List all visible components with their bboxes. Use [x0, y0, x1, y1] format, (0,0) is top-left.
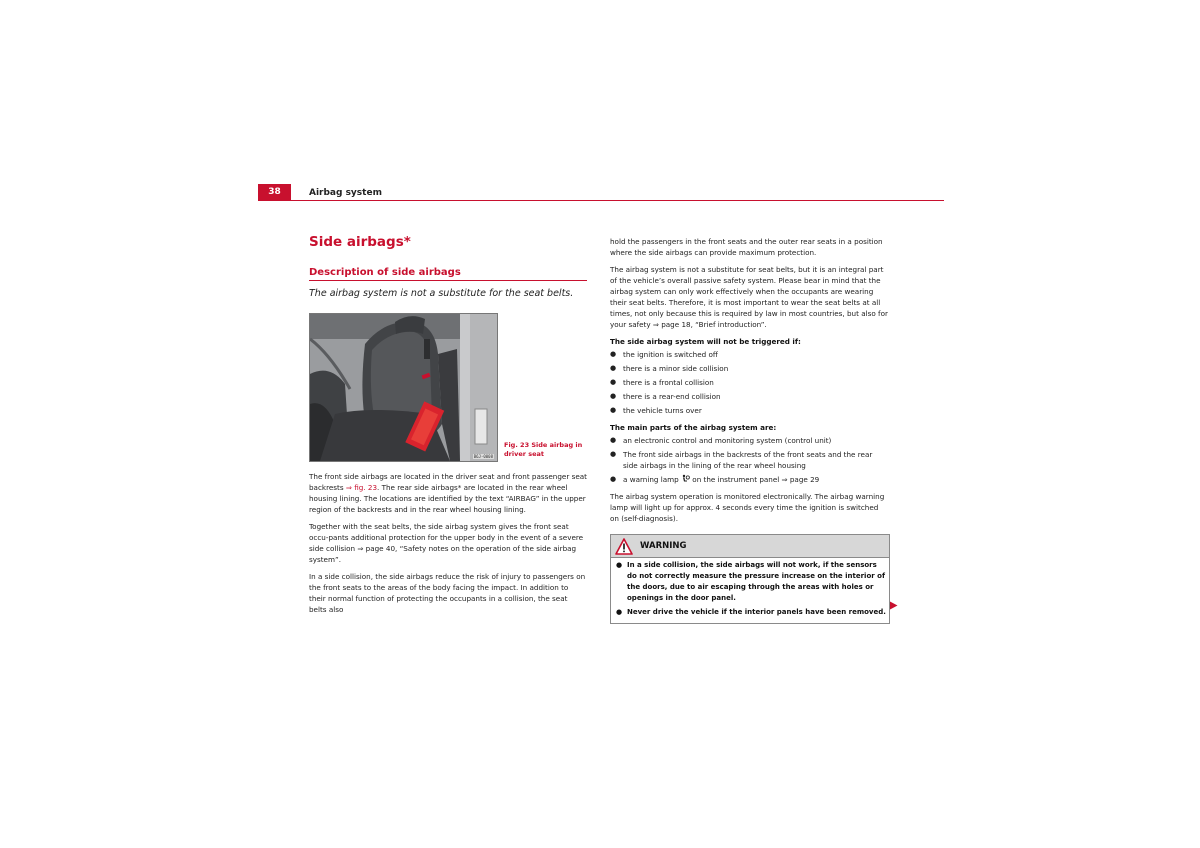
warning-box [610, 534, 890, 624]
paragraph: Together with the seat belts, the side airbag system gives the front seat occu-pants additional protection for the upper body in the event of a severe side collision ⇒ page 40, “Safety notes on the operation of the side airbag system”. [309, 522, 584, 564]
figure [309, 313, 587, 461]
list-item: ● the ignition is switched off [610, 349, 888, 360]
warning-title: WARNING [640, 541, 687, 551]
figure-reference-link[interactable]: ⇒ fig. 23 [345, 483, 378, 492]
warning-item: ● Never drive the vehicle if the interior panels have been removed. [614, 607, 886, 618]
paragraph: In a side collision, the side airbags reduce the risk of injury to passengers on the front seats to the areas of the body facing the impact. In addition to their normal function of protecting the occupants in a collision, the seat belts also [309, 572, 586, 614]
airbag-warning-lamp-icon [681, 474, 690, 483]
running-header-title: Airbag system [309, 188, 382, 198]
page-number: 38 [258, 184, 291, 201]
paragraph: hold the passengers in the front seats and the outer rear seats in a position where the side airbags can provide maximum protection. [610, 237, 883, 257]
warning-item: ● In a side collision, the side airbags will not work, if the sensors do not correctly measure the pressure increase on the interior of the doors, due to air escaping through the areas with holes or openings in the door panel. [614, 560, 886, 604]
list-heading: The main parts of the airbag system are: [610, 423, 777, 432]
list-item: ● the vehicle turns over [610, 405, 888, 416]
list-item: ● there is a frontal collision [610, 377, 888, 388]
intro-line: The airbag system is not a substitute for the seat belts. [309, 288, 574, 299]
list-item: ● a warning lamp on the instrument panel ⇒ page 29 [610, 474, 888, 485]
main-parts-list [610, 435, 888, 485]
figure-caption: Fig. 23 Side airbag in driver seat [504, 441, 583, 458]
subsection-heading: Description of side airbags [309, 266, 587, 281]
list-item: ● there is a minor side collision [610, 363, 888, 374]
header-rule [258, 200, 944, 201]
not-triggered-list [610, 349, 888, 416]
warning-triangle-icon [615, 538, 633, 555]
car-seat-illustration [310, 314, 497, 461]
list-item: ● there is a rear-end collision [610, 391, 888, 402]
page-heading: Side airbags* [309, 234, 411, 250]
paragraph: The front side airbags are located in the driver seat and front passenger seat backrests ⇒ fig. 23. The rear side airbags* are located in the rear wheel housing lining. The locations are identified by the text “AIRBAG” in the upper region of the backrests and in the rear wheel housing lining. [309, 472, 587, 514]
left-column [309, 232, 587, 621]
paragraph: The airbag system operation is monitored electronically. The airbag warning lamp will light up for approx. 4 seconds every time the ignition is switched on (self-diagnosis). [610, 492, 885, 523]
list-item: ● an electronic control and monitoring system (control unit) [610, 435, 888, 446]
list-heading: The side airbag system will not be triggered if: [610, 337, 801, 346]
warning-header [611, 535, 889, 558]
warning-body [611, 558, 889, 623]
paragraph: The airbag system is not a substitute for seat belts, but it is an integral part of the vehicle’s overall passive safety system. Please bear in mind that the airbag system can only work effectively when the occupants are wearing their seat belts. Therefore, it is most important to wear the seat belts at all times, not only because this is required by law in most countries, but also for your safety ⇒ page 18, “Brief introduction”. [610, 265, 888, 329]
side-airbag-photo [309, 313, 498, 462]
right-column [610, 236, 888, 624]
list-item: ● The front side airbags in the backrests of the front seats and the rear side airbags in the lining of the rear wheel housing [610, 449, 888, 471]
figure-code: B6J-0008 [473, 454, 493, 459]
continue-arrow-icon [889, 601, 898, 610]
